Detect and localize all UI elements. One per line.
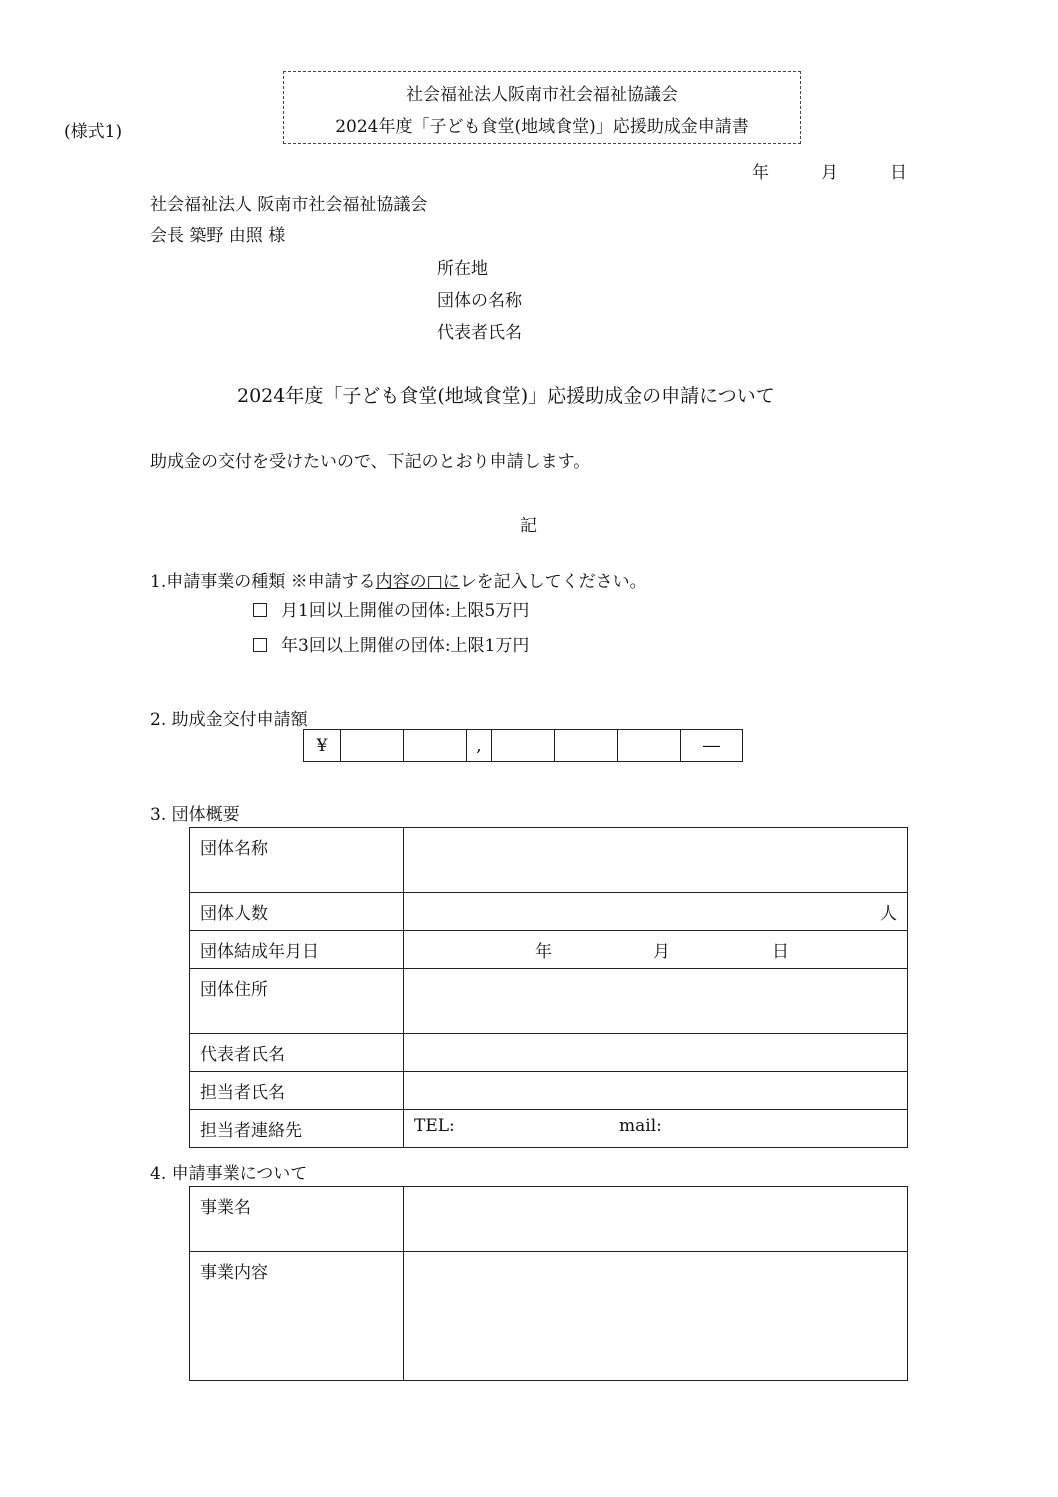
contact-info-field[interactable] <box>404 1110 908 1148</box>
group-name-field[interactable] <box>404 828 908 893</box>
group-members-field[interactable] <box>404 893 908 931</box>
section1-title-underlined: 内容の□に <box>375 572 460 592</box>
yen-cell: ¥ <box>304 730 341 762</box>
date-day: 日 <box>890 163 907 183</box>
section1-title-suffix: レを記入してください。 <box>459 572 647 592</box>
intro-text: 助成金の交付を受けたいので、下記のとおり申請します。 <box>150 452 591 472</box>
group-address-label: 団体住所 <box>190 969 404 1034</box>
rep-name-field[interactable] <box>404 1034 908 1072</box>
group-founded-field[interactable] <box>404 931 908 969</box>
group-overview-table <box>189 827 908 1148</box>
project-name-label: 事業名 <box>190 1187 404 1252</box>
subject-title: 2024年度「子ども食堂(地域食堂)」応援助成金の申請について <box>237 385 775 407</box>
section3-title: 3. 団体概要 <box>150 805 240 825</box>
founded-day: 日 <box>772 942 789 962</box>
amount-digit-cell[interactable] <box>555 730 618 762</box>
mail-label: mail: <box>619 1116 662 1136</box>
date-month: 月 <box>821 163 838 183</box>
contact-info-label: 担当者連絡先 <box>190 1110 404 1148</box>
amount-digit-cell[interactable] <box>341 730 404 762</box>
contact-person-label: 担当者氏名 <box>190 1072 404 1110</box>
members-unit: 人 <box>880 904 897 924</box>
section4-title: 4. 申請事業について <box>150 1164 308 1184</box>
contact-person-field[interactable] <box>404 1072 908 1110</box>
section1-title <box>150 567 647 592</box>
amount-table <box>303 729 743 762</box>
checkbox-icon[interactable] <box>253 603 267 617</box>
project-content-field[interactable] <box>404 1252 908 1381</box>
project-name-field[interactable] <box>404 1187 908 1252</box>
header-box <box>283 71 801 144</box>
amount-digit-cell[interactable] <box>492 730 555 762</box>
rep-name-label: 代表者氏名 <box>190 1034 404 1072</box>
group-members-label: 団体人数 <box>190 893 404 931</box>
form-number: (様式1) <box>64 122 123 142</box>
applicant-address-label: 所在地 <box>437 259 488 279</box>
group-founded-label: 団体結成年月日 <box>190 931 404 969</box>
option-yearly[interactable] <box>253 631 529 656</box>
section2-title: 2. 助成金交付申請額 <box>150 710 308 730</box>
tel-label: TEL: <box>414 1116 455 1136</box>
checkbox-icon[interactable] <box>253 638 267 652</box>
comma-cell: , <box>467 730 492 762</box>
applicant-name-label: 団体の名称 <box>437 291 522 311</box>
ki-label: 記 <box>520 516 537 536</box>
group-name-label: 団体名称 <box>190 828 404 893</box>
founded-month: 月 <box>653 942 670 962</box>
amount-digit-cell[interactable] <box>404 730 467 762</box>
section1-title-prefix: 1.申請事業の種類 ※申請する <box>150 572 376 592</box>
date-year: 年 <box>752 163 769 183</box>
project-table <box>189 1186 908 1381</box>
header-org: 社会福祉法人阪南市社会福祉協議会 <box>406 85 678 105</box>
header-title: 2024年度「子ども食堂(地域食堂)」応援助成金申請書 <box>335 117 749 137</box>
option-monthly-label: 月1回以上開催の団体:上限5万円 <box>281 601 530 621</box>
option-yearly-label: 年3回以上開催の団体:上限1万円 <box>281 636 530 656</box>
group-address-field[interactable] <box>404 969 908 1034</box>
founded-year: 年 <box>535 942 552 962</box>
project-content-label: 事業内容 <box>190 1252 404 1381</box>
option-monthly[interactable] <box>253 596 529 621</box>
dash-cell: ― <box>681 730 743 762</box>
addressee-org: 社会福祉法人 阪南市社会福祉協議会 <box>150 195 428 215</box>
applicant-rep-label: 代表者氏名 <box>437 323 522 343</box>
amount-digit-cell[interactable] <box>618 730 681 762</box>
addressee-person: 会長 築野 由照 様 <box>150 226 286 246</box>
